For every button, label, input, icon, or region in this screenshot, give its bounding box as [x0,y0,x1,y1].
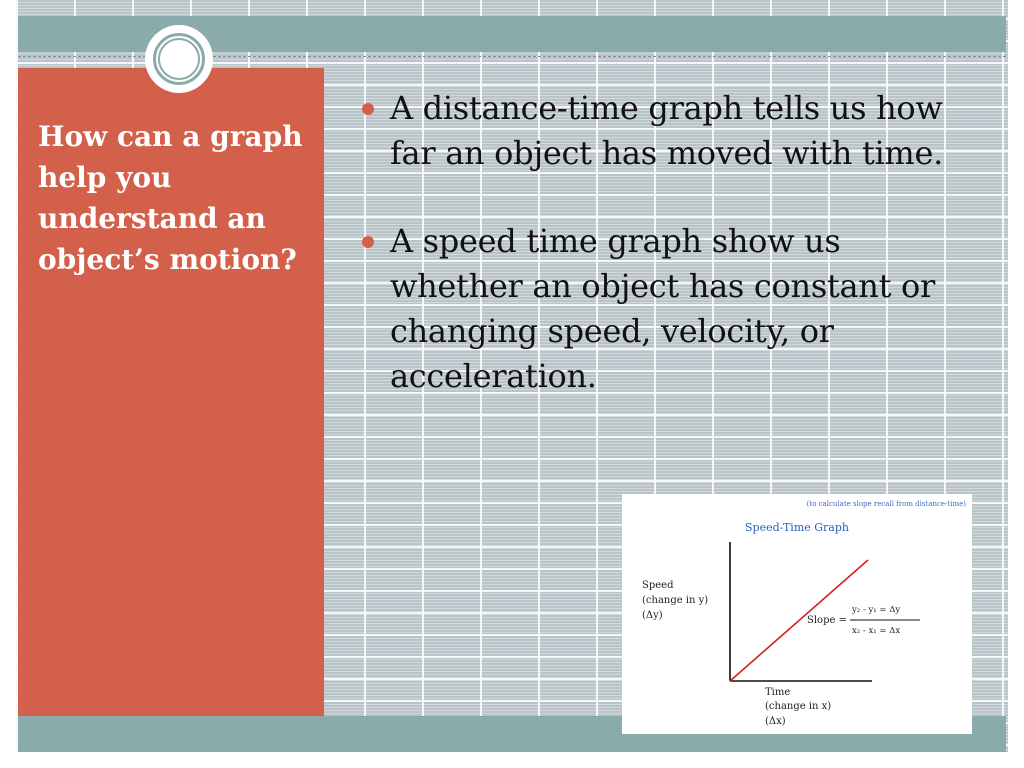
slide-title: How can a graph help you understand an object’s motion? [38,120,303,276]
graph-title: Speed-Time Graph [745,521,849,534]
x-label-change: (change in x) [765,701,832,712]
bullet-list [360,86,980,399]
graph-drawing [622,494,972,734]
bullet-text: A speed time graph show us whether an object has constant or changing speed, velocity, or acceleration. [390,222,935,395]
slope-denominator: x₂ - x₁ = Δx [852,626,901,636]
slope-numerator: y₂ - y₁ = Δy [852,605,901,615]
footer-margin [0,752,1024,768]
x-label-time: Time [765,687,791,698]
graph-note: (to calculate slope recall from distance-time) [806,500,966,508]
slope-label: Slope = [807,615,847,626]
bullet-dot-icon [362,236,374,248]
x-label-delta: (Δx) [765,716,786,727]
bullet-text: A distance-time graph tells us how far an object has moved with time. [390,89,943,172]
y-label-delta: (Δy) [642,610,663,621]
y-label-change: (change in y) [642,595,709,606]
circle-ornament-icon [145,25,213,93]
graph-line [730,560,868,681]
speed-time-graph-image [622,494,972,734]
bullet-dot-icon [362,103,374,115]
bullet-item [360,219,980,399]
y-label-speed: Speed [642,580,674,591]
bullet-item [360,86,980,176]
ornament-inner-ring [158,38,200,80]
